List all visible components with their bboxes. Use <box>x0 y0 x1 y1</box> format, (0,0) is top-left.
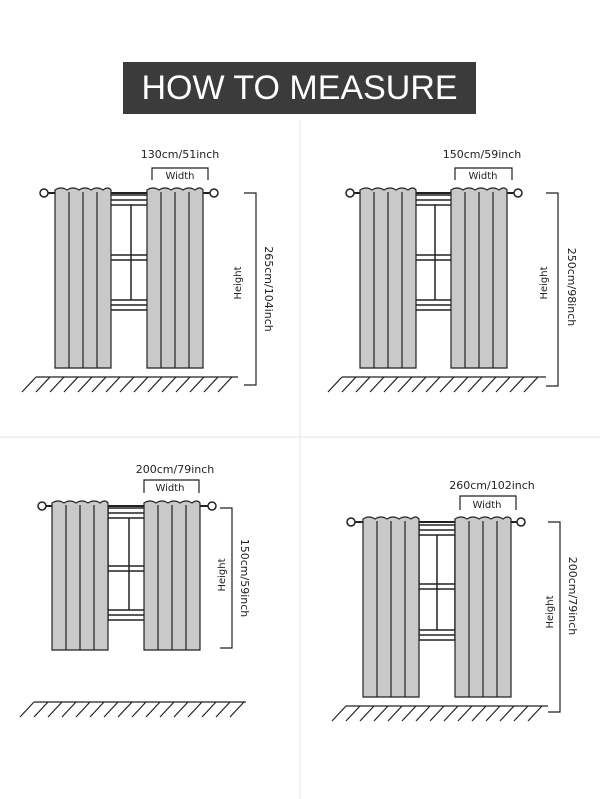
window-frame <box>414 195 456 310</box>
width-value: 200cm/79inch <box>135 463 215 476</box>
panel-top-right <box>328 148 578 392</box>
height-value: 265cm/104inch <box>262 246 275 332</box>
window-frame <box>419 525 455 640</box>
height-value: 250cm/98inch <box>565 247 578 327</box>
page-title: HOW TO MEASURE <box>141 68 458 107</box>
floor <box>20 702 246 717</box>
width-value: 130cm/51inch <box>140 148 220 161</box>
curtain-panel-right <box>451 188 507 368</box>
width-label: Width <box>155 483 185 494</box>
curtain-panel-left <box>52 501 108 650</box>
height-label: Height <box>539 266 550 300</box>
window-frame <box>110 195 152 310</box>
floor <box>328 377 546 392</box>
curtain-panel-left <box>363 517 419 697</box>
width-value: 150cm/59inch <box>442 148 522 161</box>
curtain-panel-right <box>144 501 200 650</box>
panel-top-left <box>22 148 275 392</box>
height-label: Height <box>233 266 244 300</box>
panel-bottom-right <box>332 479 579 721</box>
height-label: Height <box>217 558 228 592</box>
curtain-panel-right <box>455 517 511 697</box>
width-label: Width <box>165 171 195 182</box>
width-label: Width <box>468 171 498 182</box>
floor <box>332 706 548 721</box>
height-value: 200cm/79inch <box>566 556 579 636</box>
floor <box>22 377 238 392</box>
panel-bottom-left <box>20 463 251 717</box>
curtain-panel-left <box>55 188 111 368</box>
height-value: 150cm/59inch <box>238 538 251 618</box>
curtain-panel-right <box>147 188 203 368</box>
curtain-panel-left <box>360 188 416 368</box>
height-label: Height <box>545 595 556 629</box>
width-value: 260cm/102inch <box>449 479 535 492</box>
width-label: Width <box>472 500 502 511</box>
height-bracket <box>244 193 256 385</box>
